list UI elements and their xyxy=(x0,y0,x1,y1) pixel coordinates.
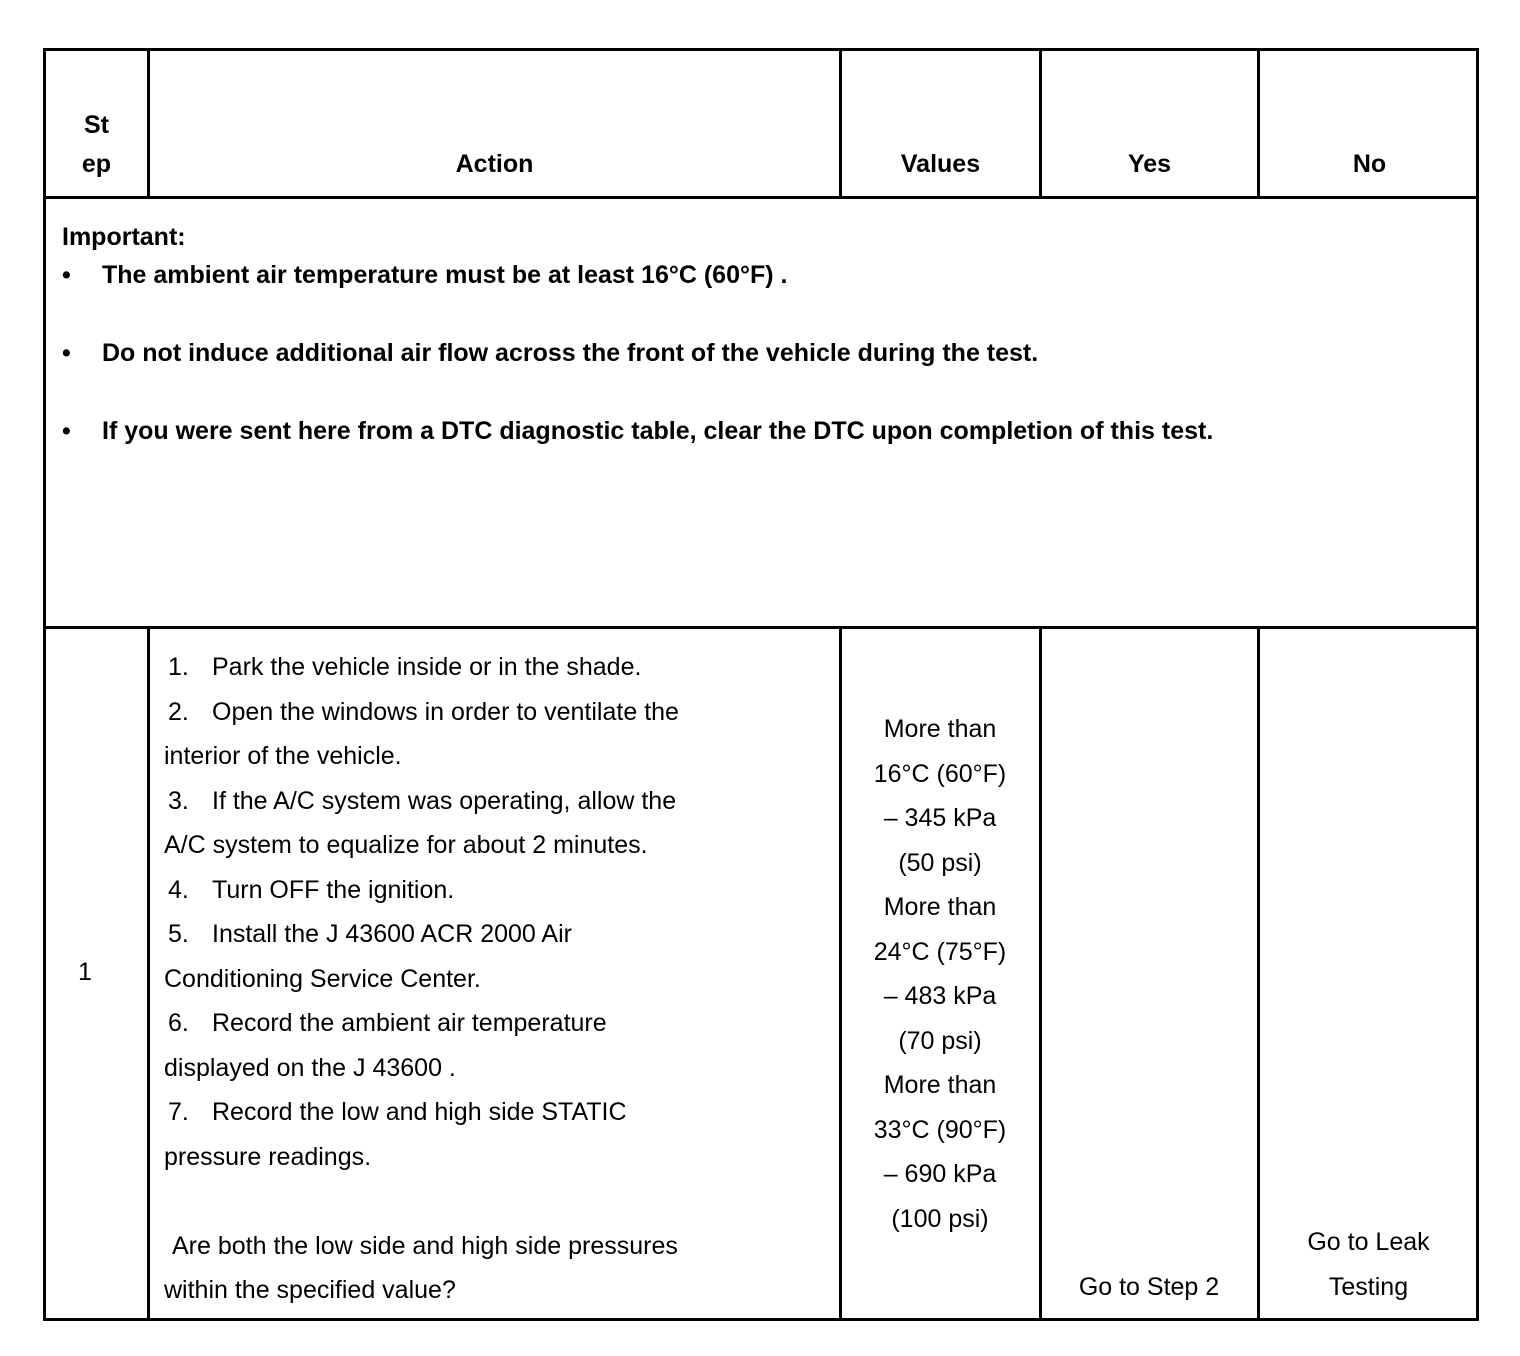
bullet-icon: • xyxy=(62,417,71,445)
row1-action xyxy=(164,645,844,1313)
value-line: – 690 kPa xyxy=(883,1160,997,1188)
bullet-icon: • xyxy=(62,339,71,367)
value-line: 16°C (60°F) xyxy=(873,759,1007,788)
action-line: 2. Open the windows in order to ventilate the xyxy=(168,697,679,726)
action-line: 4. Turn OFF the ignition. xyxy=(168,875,455,904)
row1-divider-yes xyxy=(1257,626,1260,1318)
value-line: More than xyxy=(883,715,997,743)
action-line: 3. If the A/C system was operating, allow the xyxy=(168,786,677,815)
row1-divider-step xyxy=(147,626,150,1318)
row1-no-line1: Go to Leak xyxy=(1307,1228,1430,1256)
header-values: Values xyxy=(900,150,981,178)
action-line: A/C system to equalize for about 2 minutes. xyxy=(164,831,648,859)
value-line: More than xyxy=(883,1071,997,1099)
value-line: More than xyxy=(883,893,997,921)
action-line: interior of the vehicle. xyxy=(164,742,402,770)
row1-step-number: 1 xyxy=(78,958,92,986)
action-question-line1: Are both the low side and high side pressures xyxy=(172,1231,678,1260)
action-line: pressure readings. xyxy=(164,1142,372,1171)
value-line: – 483 kPa xyxy=(883,982,997,1010)
header-no: No xyxy=(1352,150,1387,178)
row1-yes: Go to Step 2 xyxy=(1078,1273,1220,1301)
value-line: (100 psi) xyxy=(891,1204,989,1233)
bullet-text: The ambient air temperature must be at least 16°C (60°F) . xyxy=(102,261,788,289)
row1-values xyxy=(840,707,1040,1241)
header-yes: Yes xyxy=(1127,150,1172,178)
row1-no-line2: Testing xyxy=(1328,1272,1409,1301)
important-bullet-1 xyxy=(62,256,787,295)
action-line: 6. Record the ambient air temperature xyxy=(168,1009,607,1037)
important-bullet-3 xyxy=(62,412,1213,451)
header-step-line1: St xyxy=(84,111,109,139)
action-line: 7. Record the low and high side STATIC xyxy=(168,1098,627,1126)
bullet-icon: • xyxy=(62,261,71,289)
row1-no xyxy=(1258,1220,1479,1309)
action-line: 5. Install the J 43600 ACR 2000 Air xyxy=(168,920,572,948)
important-title: Important: xyxy=(62,223,186,251)
value-line: – 345 kPa xyxy=(883,804,997,832)
diagnostic-table xyxy=(43,48,1479,1321)
header-divider xyxy=(46,196,1476,199)
value-line: 24°C (75°F) xyxy=(873,937,1007,966)
important-bullet-2 xyxy=(62,334,1038,373)
action-spacer xyxy=(164,1179,844,1224)
value-line: 33°C (90°F) xyxy=(873,1115,1007,1144)
important-divider xyxy=(46,626,1476,629)
bullet-text: Do not induce additional air flow across the front of the vehicle during the test. xyxy=(102,339,1039,367)
header-step-line2: ep xyxy=(81,150,112,178)
action-line: displayed on the J 43600 . xyxy=(164,1053,456,1082)
action-question-line2: within the specified value? xyxy=(164,1276,456,1304)
value-line: (70 psi) xyxy=(898,1026,982,1055)
header-step xyxy=(46,106,147,184)
action-line: 1. Park the vehicle inside or in the shade. xyxy=(168,653,642,681)
value-line: (50 psi) xyxy=(898,848,982,877)
bullet-text: If you were sent here from a DTC diagnostic table, clear the DTC upon completion of this test. xyxy=(102,417,1214,445)
action-line: Conditioning Service Center. xyxy=(164,964,481,993)
header-action: Action xyxy=(455,150,534,178)
